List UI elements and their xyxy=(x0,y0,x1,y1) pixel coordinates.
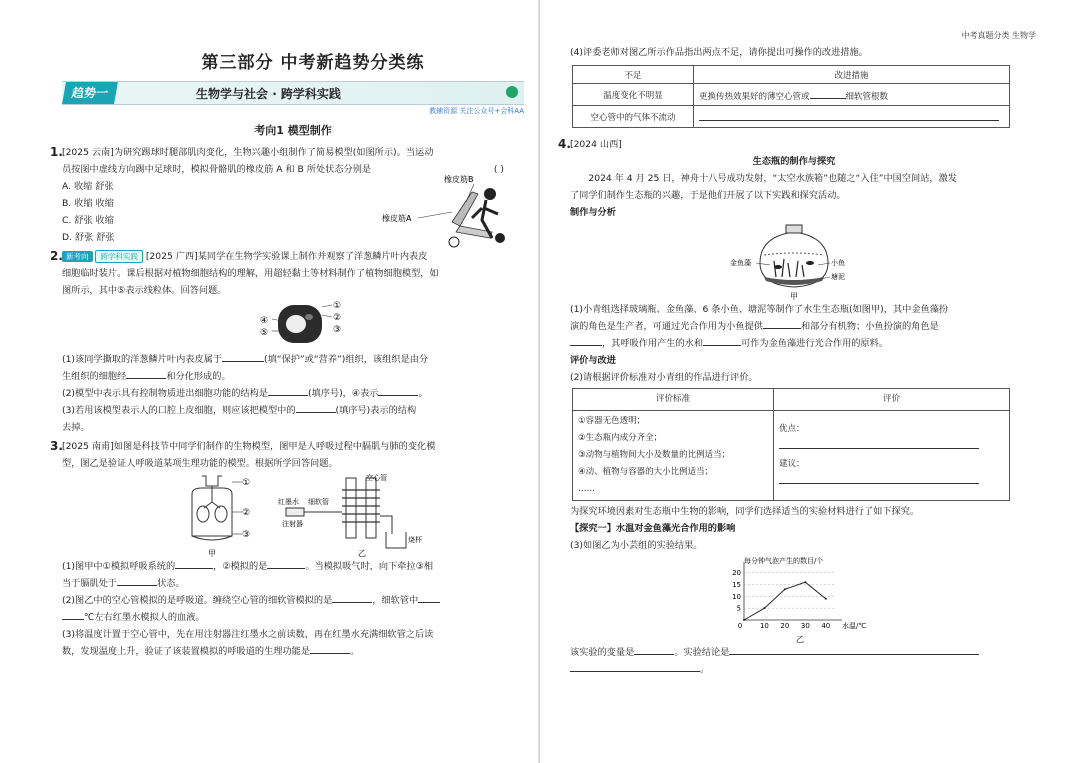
evaluation-advice: 建议： xyxy=(779,456,1004,491)
subquestion-3-cont: 数，发现温度上升，验证了该装置模拟的呼吸道的生理功能是 。 xyxy=(62,643,524,660)
option-b: B. 收缩 收缩 xyxy=(62,198,114,209)
option-a: A. 收缩 舒张 xyxy=(62,181,114,192)
breathing-model-figure xyxy=(62,472,524,558)
subheading: 评价与改进 xyxy=(570,355,616,366)
running-header: 中考真题分类 生物学 xyxy=(961,31,1036,40)
question-text: 图所示，其中⑤表示线粒体。回答问题。 xyxy=(62,285,227,296)
question-4 xyxy=(558,136,1018,678)
table-cell: 空心管中的气体不流动 xyxy=(573,106,694,128)
x-tick-label: 10 xyxy=(759,622,769,630)
evaluation-pros: 优点： xyxy=(779,421,1004,456)
jia-label-1: ① xyxy=(242,478,251,488)
subquestion-3: (3)如图乙为小芸组的实验结果。 xyxy=(570,540,703,551)
fig-label-jia: 甲 xyxy=(208,549,216,558)
subquestion-1: (1)该同学撕取的洋葱鳞片叶内表皮属于 (填“保护”或“营养”)组织，该组织是由分 xyxy=(62,351,524,368)
subquestion-4-cont: 。 xyxy=(570,661,1018,678)
question-source: [2024 山西] xyxy=(570,139,622,150)
data-point xyxy=(743,619,745,621)
y-tick-label: 10 xyxy=(732,592,741,601)
x-tick-label: 30 xyxy=(800,622,810,630)
cell-label-3: ③ xyxy=(333,325,342,335)
evaluation-table xyxy=(572,388,1010,501)
yi-label-tube: 空心管 xyxy=(366,474,387,482)
trend-banner xyxy=(62,81,524,105)
temperature-chart xyxy=(570,554,1018,644)
question-text: 新考向 跨学科实践 [2025 广西]某同学在生物学实验课上制作并观察了洋葱鳞片叶内表皮 xyxy=(62,248,524,265)
subquestion-1: (1)小青组选择玻璃瓶、金鱼藻、6 条小鱼、塘泥等制作了水生生态瓶(如图甲)，其中金鱼藻扮 xyxy=(570,304,949,315)
table-header: 不足 xyxy=(573,66,694,84)
criterion: ②生态瓶内成分齐全； xyxy=(578,433,663,443)
y-tick-label: 15 xyxy=(732,581,741,590)
jia-label-3: ③ xyxy=(242,530,251,540)
label-fish: 小鱼 xyxy=(831,259,845,267)
question-2 xyxy=(50,248,524,436)
inquiry-heading: 【探究一】水温对金鱼藻光合作用的影响 xyxy=(570,523,736,534)
question-text: 细胞临时装片。课后根据对植物细胞结构的理解，用超轻黏土等材料制作了植物细胞模型，如 xyxy=(62,268,439,279)
cell-label-5: ⑤ xyxy=(260,328,269,338)
subquestion-3: (3)将温度计置于空心管中，先在用注射器注红墨水之前读数，再在红墨水充满细软管之后读 xyxy=(62,629,434,640)
yi-label-ink: 红墨水 xyxy=(278,498,299,506)
subquestion-1-cont: ，其呼吸作用产生的水和 可作为金鱼藻进行光合作用的原料。 xyxy=(570,335,1018,352)
right-page xyxy=(540,0,1080,763)
chart-title: 每分钟气泡产生的数目/个 xyxy=(744,557,824,565)
badge-new-direction: 新考向 xyxy=(62,251,93,262)
paragraph: 2024 年 4 月 25 日，神舟十八号成功发射，“太空水族箱”也随之“入住”中国空间站，激发 xyxy=(588,173,957,184)
criterion: ④动、植物与容器的大小比例适当； xyxy=(578,467,714,477)
yi-label-thin-tube: 细软管 xyxy=(308,498,329,506)
question-number: 4. xyxy=(558,137,571,151)
label-mud: 塘泥 xyxy=(831,273,845,281)
label-band-a: 橡皮筋A xyxy=(382,214,412,223)
label-band-b: 橡皮筋B xyxy=(444,175,474,184)
banner-title: 生物学与社会 · 跨学科实践 xyxy=(196,86,341,101)
x-tick-label: 20 xyxy=(780,622,790,630)
eco-bottle-figure xyxy=(570,221,1018,301)
watermark: 教辅资源 关注公众号+会科AA xyxy=(429,107,524,115)
question-number: 3. xyxy=(50,439,63,453)
subquestion-2: (2)模型中表示具有控制物质进出细胞功能的结构是 (填序号)，④表示 。 xyxy=(62,385,524,402)
table-cell: 温度变化不明显 xyxy=(573,84,694,106)
leaf-icon xyxy=(506,86,518,98)
part-title: 第三部分 中考新趋势分类练 xyxy=(201,53,425,73)
option-d: D. 舒张 舒张 xyxy=(62,232,115,243)
x-tick-label: 40 xyxy=(821,622,831,630)
y-tick-label: 20 xyxy=(732,569,741,578)
answer-paren: ( ) xyxy=(493,164,504,175)
yi-label-beaker: 烧杯 xyxy=(408,536,422,544)
yi-label-syringe: 注射器 xyxy=(282,520,303,528)
table-header: 改进措施 xyxy=(694,66,1010,84)
option-c: C. 舒张 收缩 xyxy=(62,215,114,226)
question-text: 型，图乙是验证人呼吸道某项生理功能的模型。根据所学回答问题。 xyxy=(62,458,338,469)
cell-label-1: ① xyxy=(333,301,342,311)
cell-model-figure xyxy=(62,299,524,351)
badge-interdisciplinary: 跨学科实践 xyxy=(95,250,143,263)
data-point xyxy=(804,581,806,583)
question-number: 1. xyxy=(50,145,63,159)
question-title: 生态瓶的制作与探究 xyxy=(752,156,836,167)
fig-label-yi: 乙 xyxy=(796,635,804,644)
subquestion-2-cont: ℃左右红墨水模拟人的血液。 xyxy=(62,609,524,626)
paragraph: 为探究环境因素对生态瓶中生物的影响，同学们选择适当的实验材料进行了如下探究。 xyxy=(570,506,920,517)
cell-label-2: ② xyxy=(333,313,342,323)
question-text: 员按图中虚线方向踢中足球时，模拟骨骼肌的橡皮筋 A 和 B 所处状态分别是 ( ) xyxy=(62,161,524,178)
chart-xlabel: 水温/℃ xyxy=(842,622,867,630)
data-point xyxy=(763,607,765,609)
y-tick-label: 5 xyxy=(736,604,741,613)
criterion: …… xyxy=(578,484,595,494)
table-cell xyxy=(694,106,1010,128)
table-header: 评价标准 xyxy=(573,389,774,411)
subquestion-1-cont: 生组织的细胞经 和分化形成的。 xyxy=(62,368,524,385)
question-1 xyxy=(50,144,524,248)
data-point xyxy=(825,598,827,600)
subquestion-3-cont: 去掉。 xyxy=(62,422,90,433)
section-heading: 考向1 模型制作 xyxy=(254,124,332,137)
subquestion-4: 该实验的变量是 。实验结论是 xyxy=(570,644,1018,661)
leg-model-figure xyxy=(382,172,512,248)
question-text: [2025 云南]为研究踢球时腿部肌肉变化，生物兴趣小组制作了简易模型(如图所示)。当运动 xyxy=(62,147,434,158)
subheading: 制作与分析 xyxy=(570,207,616,218)
subquestion-1-cont: 演的角色是生产者，可通过光合作用为小鱼提供 和部分有机物；小鱼扮演的角色是 xyxy=(570,318,1018,335)
cell-label-4: ④ xyxy=(260,316,269,326)
improvement-table xyxy=(572,65,1010,128)
label-hornwort: 金鱼藻 xyxy=(730,259,751,267)
criterion: ③动物与植物间大小及数量的比例适当； xyxy=(578,450,731,460)
evaluation-cell xyxy=(774,411,1010,501)
table-cell: 更换传热效果好的薄空心管或 细软管根数 xyxy=(694,84,1010,106)
criterion: ①容器无色透明； xyxy=(578,416,646,426)
criteria-cell xyxy=(573,411,774,501)
fig-label-yi: 乙 xyxy=(358,549,366,558)
subquestion-3: (3)若用该模型表示人的口腔上皮细胞，则应该把模型中的 (填序号)表示的结构 xyxy=(62,402,524,419)
paragraph: 了同学们制作生态瓶的兴趣，于是他们开展了以下实践和探究活动。 xyxy=(570,190,846,201)
question-3 xyxy=(50,438,524,660)
question-text: [2025 南甫]如图是科技节中同学们制作的生物模型，图甲是人呼吸过程中膈肌与肺的变化模 xyxy=(62,441,436,452)
question-number: 2. xyxy=(50,249,63,263)
jia-label-2: ② xyxy=(242,508,251,518)
series-line xyxy=(744,582,826,620)
subquestion-1: (1)图甲中①模拟呼吸系统的 ，②模拟的是 。当模拟吸气时，向下牵拉③相 xyxy=(62,558,524,575)
banner-tag: 趋势一 xyxy=(62,82,118,104)
line-chart xyxy=(710,554,880,644)
subquestion-2: (2)图乙中的空心管模拟的是呼吸道。缠绕空心管的细软管模拟的是 ，细软管中 xyxy=(62,592,524,609)
fig-label-jia: 甲 xyxy=(790,292,798,301)
subquestion-2: (2)请根据评价标准对小青组的作品进行评价。 xyxy=(570,372,758,383)
table-header: 评价 xyxy=(774,389,1010,411)
data-point xyxy=(784,588,786,590)
q3-part-4: (4)评委老师对图乙所示作品指出两点不足，请你提出可操作的改进措施。 xyxy=(570,47,868,58)
x-tick-label: 0 xyxy=(737,622,743,630)
subquestion-1-cont: 当于膈肌处于 状态。 xyxy=(62,575,524,592)
